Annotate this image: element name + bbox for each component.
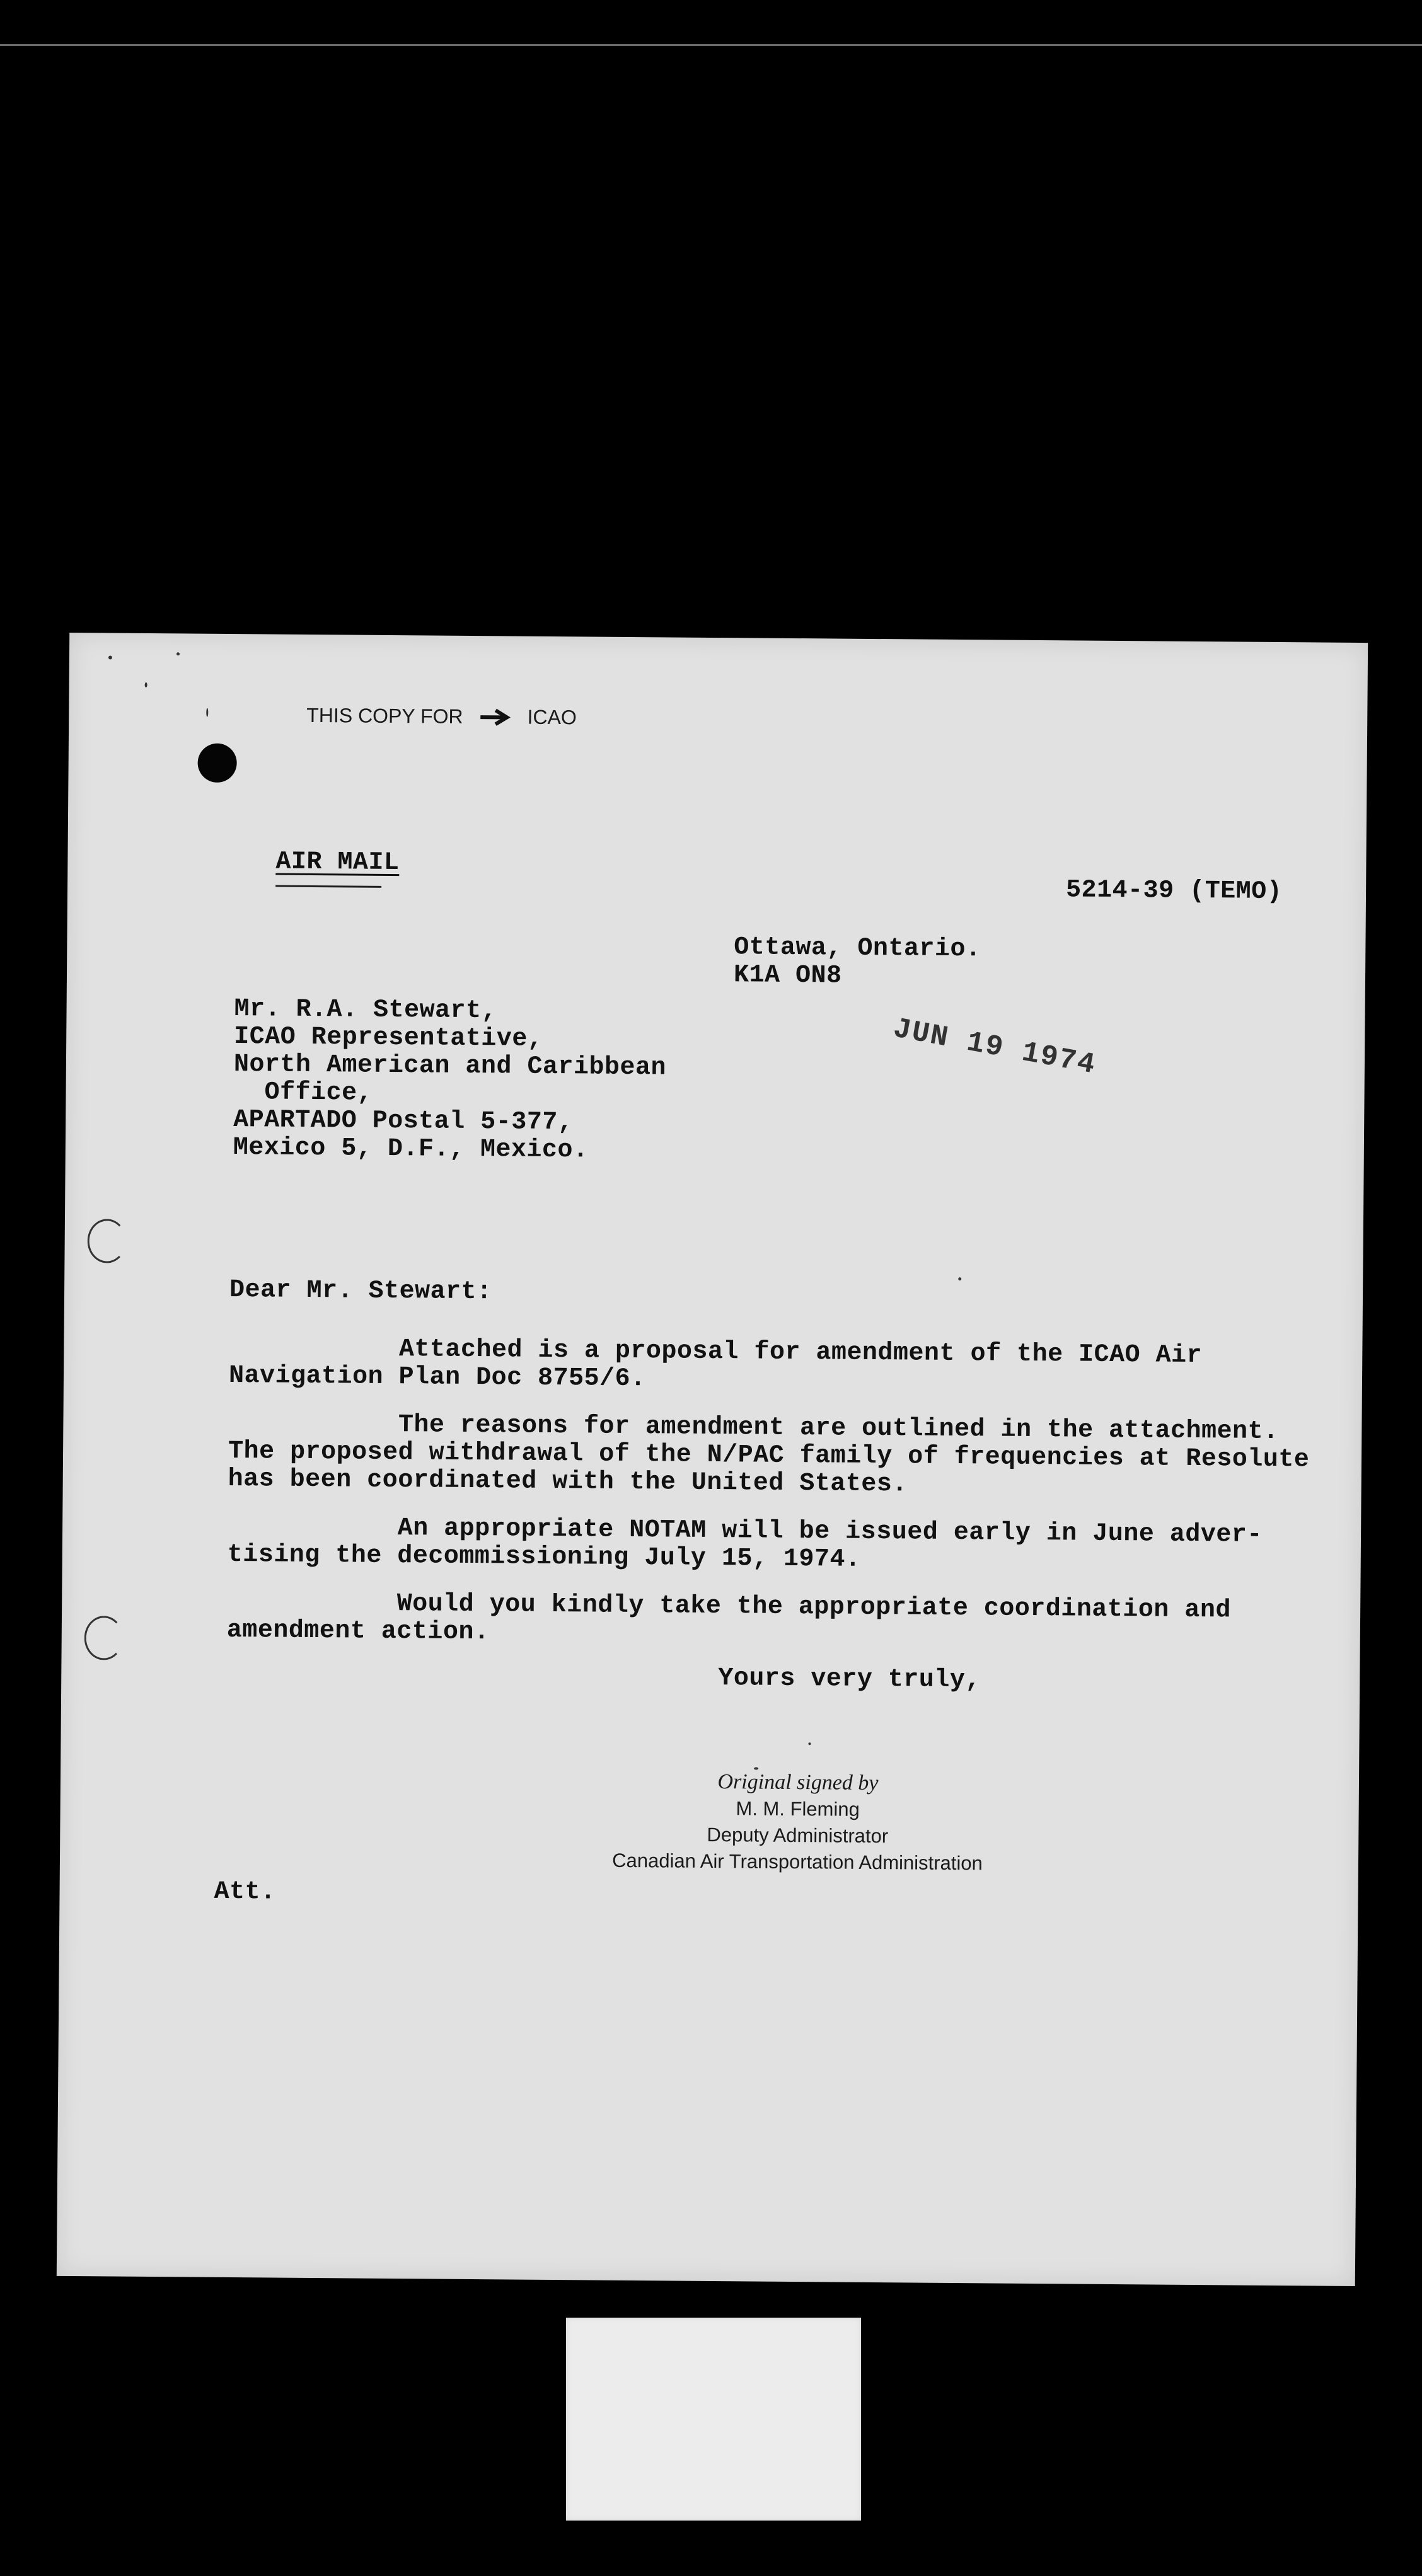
addressee-line: Office, (233, 1078, 373, 1108)
addressee-line: North American and Caribbean (233, 1050, 667, 1083)
paragraph-line: The reasons for amendment are outlined in the attachment. (228, 1409, 1279, 1447)
paragraph-line: has been coordinated with the United States. (228, 1464, 908, 1499)
signatory-title: Deputy Administrator (707, 1823, 889, 1848)
film-edge-rule (0, 44, 1422, 46)
paragraph-line: Navigation Plan Doc 8755/6. (228, 1361, 646, 1394)
copy-notice-recipient: ICAO (527, 705, 577, 729)
date-received-stamp: JUN 19 1974 (891, 1012, 1099, 1082)
punch-hole (197, 744, 236, 783)
enclosure-note: Att. (214, 1877, 276, 1907)
paragraph-line: The proposed withdrawal of the N/PAC family of frequencies at Resolute (228, 1437, 1310, 1475)
binder-hole-mark (87, 1219, 127, 1263)
signature-block (583, 1768, 1012, 1877)
paper-speck (958, 1277, 961, 1280)
addressee-line: Mexico 5, D.F., Mexico. (233, 1134, 589, 1165)
file-number: 5214-39 (TEMO) (1065, 876, 1283, 907)
delivery-method: AIR MAIL (275, 848, 400, 878)
salutation: Dear Mr. Stewart: (229, 1275, 492, 1307)
addressee-line: Mr. R.A. Stewart, (234, 995, 497, 1026)
copy-notice (306, 704, 577, 729)
sender-city: Ottawa, Ontario. (734, 933, 981, 964)
paper-speck (176, 652, 180, 655)
signatory-name: M. M. Fleming (736, 1797, 860, 1820)
paragraph-line: amendment action. (226, 1616, 490, 1647)
addressee-line: APARTADO Postal 5-377, (233, 1106, 574, 1137)
paragraph-line: tising the decommissioning July 15, 1974. (227, 1540, 861, 1574)
blank-card (566, 2318, 861, 2521)
addressee-line: ICAO Representative, (234, 1023, 543, 1054)
complimentary-close: Yours very truly, (718, 1664, 981, 1695)
paper-speck (108, 655, 112, 659)
binder-hole-mark (84, 1616, 124, 1660)
signatory-organization: Canadian Air Transportation Administration (612, 1849, 983, 1875)
paper-speck (206, 708, 208, 717)
sender-postal-code: K1A ON8 (733, 961, 842, 991)
paper-speck (754, 1768, 758, 1770)
signature-note: Original signed by (717, 1770, 879, 1795)
paper-speck (808, 1742, 811, 1745)
copy-notice-prefix: THIS COPY FOR (306, 703, 463, 728)
letter-page (57, 633, 1368, 2286)
paragraph-line: An appropriate NOTAM will be issued early in June adver- (227, 1512, 1263, 1550)
paragraph-line: Would you kindly take the appropriate coordination and (227, 1588, 1232, 1625)
arrow-right-icon (479, 708, 511, 727)
delivery-underline (275, 885, 381, 888)
paragraph-line: Attached is a proposal for amendment of the ICAO Air (229, 1333, 1203, 1371)
paper-speck (145, 682, 147, 687)
